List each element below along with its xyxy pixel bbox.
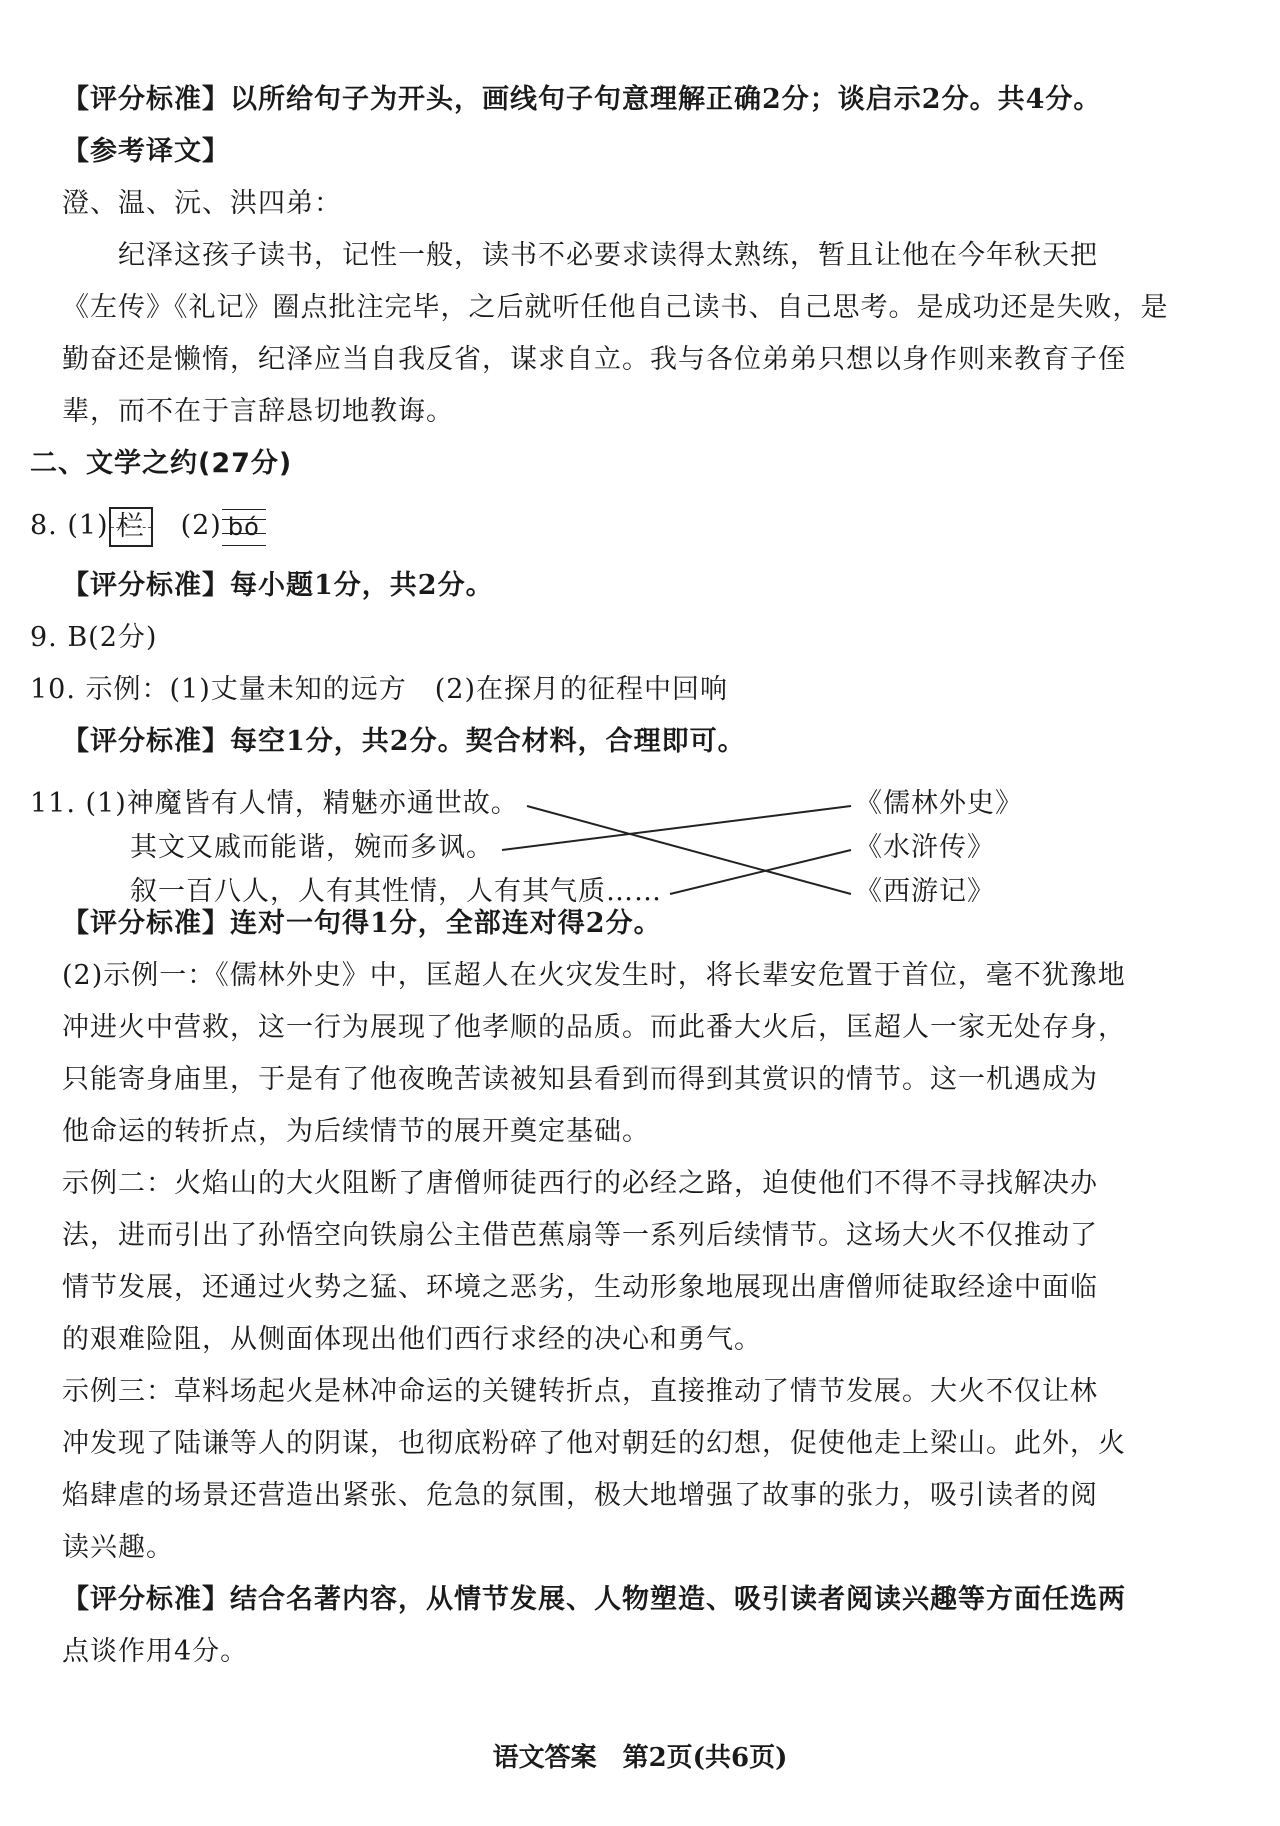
text-line: 勤奋还是懒惰，纪泽应当自我反省，谋求自立。我与各位弟弟只想以身作则来教育子侄 <box>62 344 1126 375</box>
q8-mid: (2) <box>180 510 222 541</box>
text-line: 示例二：火焰山的大火阻断了唐僧师徒西行的必经之路，迫使他们不得不寻找解决办 <box>62 1168 1098 1199</box>
text-line: 法，进而引出了孙悟空向铁扇公主借芭蕉扇等一系列后续情节。这场大火不仅推动了 <box>62 1220 1098 1251</box>
text-line: 的艰难险阻，从侧面体现出他们西行求经的决心和勇气。 <box>62 1324 762 1355</box>
match-right-item: 《西游记》 <box>855 876 995 907</box>
page-footer: 语文答案 第2页(共6页) <box>492 1743 788 1773</box>
text-line: 纪泽这孩子读书，记性一般，读书不必要求读得太熟练，暂且让他在今年秋天把 <box>118 240 1098 271</box>
text-line: 9. B(2分) <box>30 622 158 653</box>
text-line: 只能寄身庙里，于是有了他夜晚苦读被知县看到而得到其赏识的情节。这一机遇成为 <box>62 1064 1098 1095</box>
match-left-item: 叙一百八人，人有其性情，人有其气质…… <box>130 876 662 907</box>
text-line: 澄、温、沅、洪四弟： <box>62 188 342 219</box>
text-line: 冲发现了陆谦等人的阴谋，也彻底粉碎了他对朝廷的幻想，促使他走上梁山。此外，火 <box>62 1428 1126 1459</box>
text-line: 【评分标准】每空1分，共2分。契合材料，合理即可。 <box>62 726 746 757</box>
text-line: 情节发展，还通过火势之猛、环境之恶劣，生动形象地展现出唐僧师徒取经途中面临 <box>62 1272 1098 1303</box>
q8-prefix: 8. (1) <box>30 510 109 541</box>
match-left-text: 神魔皆有人情，精魅亦通世故。 <box>126 788 519 819</box>
text-line: (2)示例一：《儒林外史》中，匡超人在火灾发生时，将长辈安危置于首位，毫不犹豫地 <box>62 960 1126 991</box>
match-right-item: 《儒林外史》 <box>855 788 1023 819</box>
text-line: 示例三：草料场起火是林冲命运的关键转折点，直接推动了情节发展。大火不仅让林 <box>62 1376 1098 1407</box>
text-line: 10. 示例：(1)丈量未知的远方 (2)在探月的征程中回响 <box>30 674 729 705</box>
text-line: 焰肆虐的场景还营造出紧张、危急的氛围，极大地增强了故事的张力，吸引读者的阅 <box>62 1480 1098 1511</box>
section-heading: 二、文学之约(27分) <box>30 448 293 479</box>
match-left-item: 其文又戚而能谐，婉而多讽。 <box>130 832 494 863</box>
q11-prefix: 11. (1) <box>30 788 127 819</box>
text-line: 点谈作用4分。 <box>62 1636 249 1667</box>
text-line: 【评分标准】以所给句子为开头，画线句子句意理解正确2分；谈启示2分。共4分。 <box>62 84 1102 115</box>
text-line: 【参考译文】 <box>62 136 230 167</box>
text-line: 【评分标准】连对一句得1分，全部连对得2分。 <box>62 908 662 939</box>
q8-char: 栏 <box>116 510 145 542</box>
text-line: 冲进火中营救，这一行为展现了他孝顺的品质。而此番大火后，匡超人一家无处存身， <box>62 1012 1126 1043</box>
text-line: 《左传》《礼记》圈点批注完毕，之后就听任他自己读书、自己思考。是成功还是失败，是 <box>62 292 1169 323</box>
q8-pinyin: bó <box>227 512 260 541</box>
match-connector-line <box>527 806 851 894</box>
text-line: 【评分标准】每小题1分，共2分。 <box>62 570 494 601</box>
text-line: 【评分标准】结合名著内容，从情节发展、人物塑造、吸引读者阅读兴趣等方面任选两 <box>62 1584 1126 1615</box>
text-line: 读兴趣。 <box>62 1532 174 1563</box>
match-right-item: 《水浒传》 <box>855 832 995 863</box>
text-line: 辈，而不在于言辞恳切地教诲。 <box>62 396 454 427</box>
text-line: 他命运的转折点，为后续情节的展开奠定基础。 <box>62 1116 650 1147</box>
